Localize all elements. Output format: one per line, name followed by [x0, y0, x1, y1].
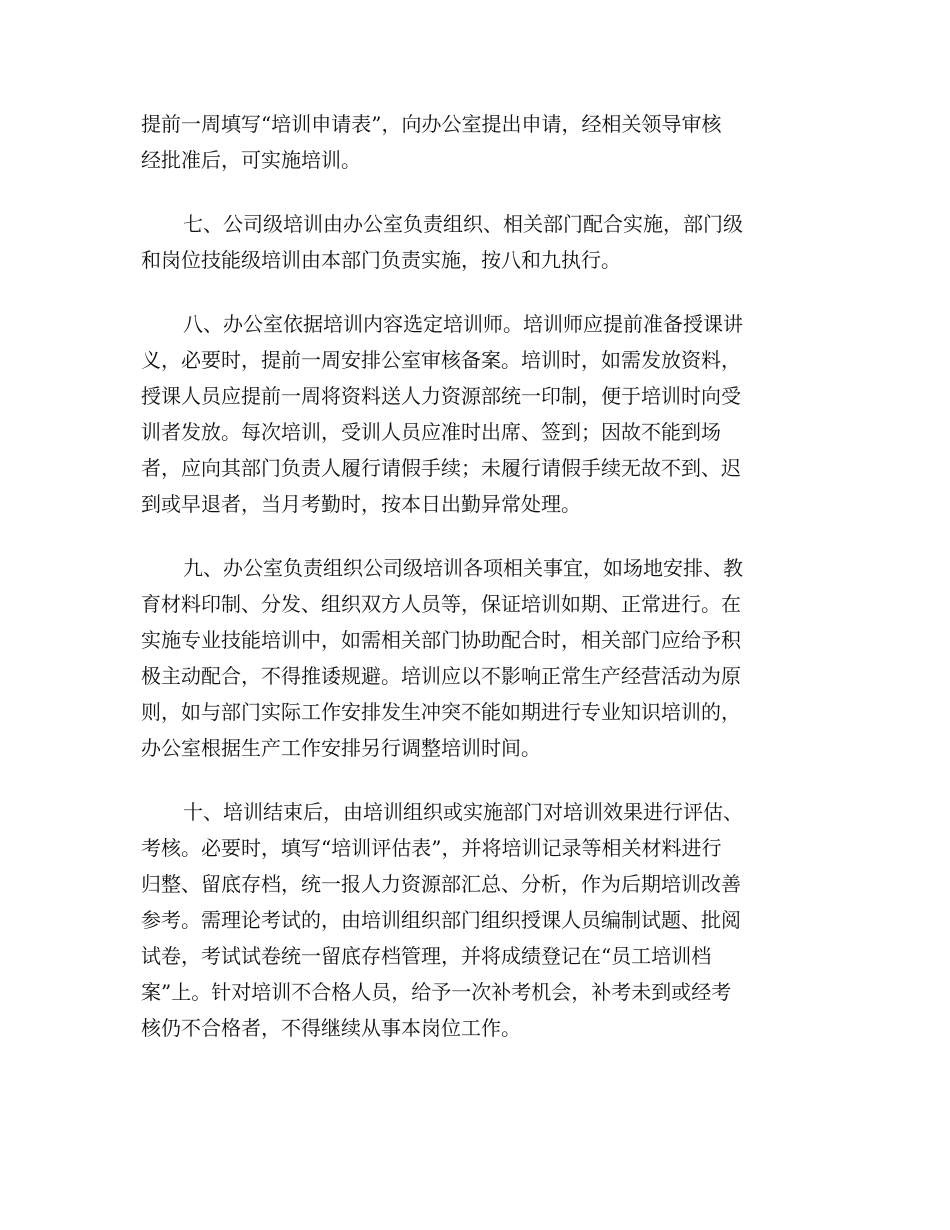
text-line: 办公室根据生产工作安排另行调整培训时间。: [141, 736, 541, 760]
text-line: 和岗位技能级培训由本部门负责实施，按八和九执行。: [141, 248, 621, 272]
text-line: 归整、留底存档，统一报人力资源部汇总、分析，作为后期培训改善: [141, 872, 741, 896]
text-line: 到或早退者，当月考勤时，按本日出勤异常处理。: [141, 492, 581, 516]
paragraph-intro-continuation: [141, 106, 801, 178]
text-line: 考核。必要时，填写“培训评估表”，并将培训记录等相关材料进行: [141, 836, 722, 860]
text-line: 十、培训结束后，由培训组织或实施部门对培训效果进行评估、: [183, 800, 743, 824]
paragraph-item-8: [141, 306, 801, 522]
text-line: 八、办公室依据培训内容选定培训师。培训师应提前准备授课讲: [183, 312, 743, 336]
text-line: 参考。需理论考试的，由培训组织部门组织授课人员编制试题、批阅: [141, 908, 741, 932]
document-body: [141, 106, 801, 1074]
text-line: 试卷，考试试卷统一留底存档管理，并将成绩登记在“员工培训档: [141, 944, 712, 968]
text-line: 九、办公室负责组织公司级培训各项相关事宜，如场地安排、教: [183, 556, 743, 580]
text-line: 育材料印制、分发、组织双方人员等，保证培训如期、正常进行。在: [141, 592, 741, 616]
text-line: 则，如与部门实际工作安排发生冲突不能如期进行专业知识培训的，: [141, 700, 741, 724]
text-line: 七、公司级培训由办公室负责组织、相关部门配合实施，部门级: [183, 212, 743, 236]
text-line: 经批准后，可实施培训。: [141, 148, 361, 172]
paragraph-item-7: [141, 206, 801, 278]
text-line: 提前一周填写“培训申请表”，向办公室提出申请，经相关领导审核: [141, 112, 722, 136]
text-line: 核仍不合格者，不得继续从事本岗位工作。: [141, 1016, 521, 1040]
text-line: 实施专业技能培训中，如需相关部门协助配合时，相关部门应给予积: [141, 628, 741, 652]
paragraph-item-9: [141, 550, 801, 766]
text-line: 义，必要时，提前一周安排公室审核备案。培训时，如需发放资料，: [141, 348, 741, 372]
text-line: 极主动配合，不得推诿规避。培训应以不影响正常生产经营活动为原: [141, 664, 741, 688]
text-line: 案”上。针对培训不合格人员，给予一次补考机会，补考未到或经考: [141, 980, 732, 1004]
paragraph-item-10: [141, 794, 801, 1046]
text-line: 者，应向其部门负责人履行请假手续；未履行请假手续无故不到、迟: [141, 456, 741, 480]
text-line: 授课人员应提前一周将资料送人力资源部统一印制，便于培训时向受: [141, 384, 741, 408]
text-line: 训者发放。每次培训，受训人员应准时出席、签到；因故不能到场: [141, 420, 721, 444]
